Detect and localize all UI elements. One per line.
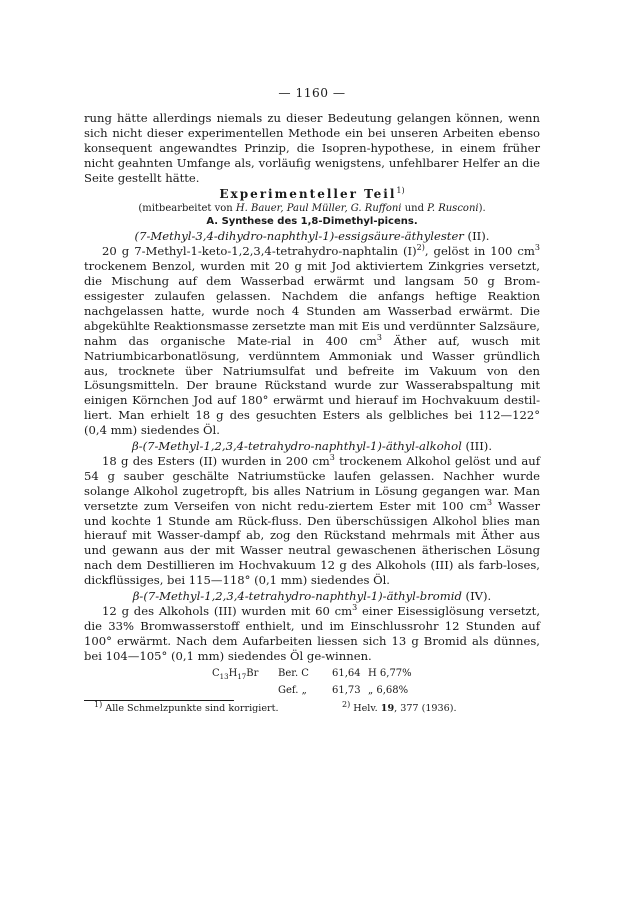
- p2-start: 18 g des Esters (II) wurden in 200 cm: [102, 453, 330, 468]
- p1-rest: trockenem Benzol, wurden mit 20 g mit Jod aktiviertem Zinkgries versetzt, die Mischung auf dem Wasserbad erwärmt und langsam 50 g Brom-essigester zulaufen gelassen. Nachdem die anfangs heftige Reaktion nachgelassen hatte, wurde noch 4 Stunden am Wasserbad erwärmt. Die abgekühlte Reaktionsmasse zersetzte man mit Eis und verdünnter Salzsäure, nahm das organische Mate-rial in 400 cm: [84, 259, 540, 348]
- analysis-row2-label: Gef. „: [278, 684, 307, 696]
- paragraph-bromide-synthesis: [84, 604, 540, 664]
- p3-start: 12 g des Alkohols (III) wurden mit 60 cm: [102, 604, 353, 618]
- formula-br: Br: [246, 667, 259, 679]
- footnote-2: [342, 699, 457, 715]
- intro-paragraph: rung hätte allerdings niemals zu dieser Bedeutung gelangen können, wenn sich nicht dieser experimentellen Methode ein bei unseren Arbeiten ebenso konsequent angewandtes Prinzip, die Isopren-hypothese, in einem früher nicht geahnten Umfange als, vorläufig wenigstens, unfehlbarer Helfer an die Seite gestellt hätte.: [84, 110, 540, 185]
- collaborators-und: und: [401, 203, 428, 215]
- p2-sup1: 3: [329, 453, 335, 463]
- p1-start: 20 g 7-Methyl-1-keto-1,2,3,4-tetrahydro-naphtalin (I): [102, 244, 417, 259]
- formula-h-sub: 17: [237, 672, 247, 681]
- analysis-row2-c: 61,73: [332, 684, 361, 696]
- footnote-divider: [84, 700, 234, 701]
- section-heading: [84, 187, 540, 202]
- paragraph-ester-synthesis: [84, 244, 540, 438]
- p1-mid: , gelöst in 100 cm: [424, 244, 535, 259]
- p2-rest: trockenem Alkohol gelöst und auf 54 g sauber geschälte Natriumstücke laufen gelassen. Nachher wurde solange Alkohol zugetropft, bis alles Natrium in Lösung gegangen war. Man versetzte zum Verseifen von nicht redu-ziertem Ester mit 100 cm: [84, 453, 540, 513]
- collaborators-names: H. Bauer, Paul Müller, G. Ruffoni: [235, 203, 402, 215]
- collaborators-suffix: ).: [478, 203, 486, 215]
- compound-heading-iii: [84, 439, 540, 454]
- compound-name-iv: β-(7-Methyl-1,2,3,4-tetrahydro-naphthyl-1)-äthyl-bromid: [132, 589, 462, 604]
- paragraph-alcohol-synthesis: [84, 454, 540, 588]
- footnote-2-mark: 2): [342, 699, 351, 709]
- footnote-2-volume: 19: [380, 702, 395, 714]
- analysis-row1-c: 61,64: [332, 667, 361, 679]
- collaborators-prefix: (mitbearbeitet von: [138, 203, 236, 215]
- section-heading-footnote-mark: 1): [396, 186, 405, 196]
- compound-number-iv: (IV).: [461, 589, 492, 604]
- footnote-1-mark: 1): [94, 699, 103, 709]
- elemental-analysis: [212, 667, 540, 697]
- compound-name-iii: β-(7-Methyl-1,2,3,4-tetrahydro-naphthyl-1)-äthyl-alkohol: [132, 439, 462, 454]
- footnote-1: [84, 699, 342, 715]
- journal-page: [84, 86, 540, 715]
- analysis-row1-h: H 6,77%: [368, 667, 412, 679]
- collaborators-last: P. Rusconi: [427, 203, 479, 215]
- formula-c-sub: 13: [219, 672, 229, 681]
- footnote-1-text: Alle Schmelzpunkte sind korrigiert.: [102, 702, 279, 714]
- p2-sup2: 3: [486, 497, 493, 507]
- footnotes: [84, 699, 540, 715]
- formula-c: C: [212, 667, 220, 679]
- p1-sup1: 3: [534, 243, 541, 253]
- compound-name-ii: (7-Methyl-3,4-dihydro-naphthyl-1)-essigsäure-äthylester: [134, 229, 464, 244]
- p1-footnote-mark: 2): [416, 243, 425, 253]
- compound-heading-iv: [84, 589, 540, 604]
- footnote-2-text-b: , 377 (1936).: [394, 702, 457, 714]
- analysis-formula: [212, 667, 278, 684]
- compound-heading-ii: [84, 229, 540, 244]
- page-number: — 1160 —: [278, 86, 346, 100]
- analysis-row1-label: Ber. C: [278, 667, 309, 679]
- compound-number-iii: (III).: [461, 439, 492, 454]
- footnote-2-text-a: Helv.: [350, 702, 381, 714]
- p1-rest2: Äther auf, wusch mit Natriumbicarbonatlösung, verdünntem Ammoniak und Wasser gründlich aus, trocknete über Natriumsulfat und befreite im Vakuum von den Lösungsmitteln. Der braune Rückstand wurde zur Wasserabspaltung mit einigen Körnchen Jod auf 180° erwärmt und hierauf im Hochvakuum destil-liert. Man erhielt 18 g des gesuchten Esters als gelbliches bei 112—122° (0,4 mm) siedendes Öl.: [84, 333, 541, 438]
- p2-rest2: Wasser und kochte 1 Stunde am Rück-fluss. Den überschüssigen Alkohol blies man hierauf mit Wasser-dampf ab, zog den Rückstand mehrmals mit Äther aus und gewann aus der mit Wasser neutral gewaschenen ätherischen Lösung nach dem Destillieren im Hochvakuum 12 g des Alkohols (III) als farb-loses, dickflüssiges, bei 115—118° (0,1 mm) siedendes Öl.: [84, 498, 540, 588]
- analysis-row2-h: „ 6,68%: [368, 684, 409, 696]
- p1-sup2: 3: [376, 332, 382, 342]
- p3-rest: einer Eisessiglösung versetzt, die 33% Bromwasserstoff enthielt, und im Einschlussrohr 12 Stunden auf 100° erwärmt. Nach dem Aufarbeiten liessen sich 13 g Bromid als dünnes, bei 104—105° (0,1 mm) siedendes Öl ge-winnen.: [84, 604, 540, 663]
- collaborators-line: [84, 202, 540, 215]
- section-heading-text: Experimenteller Teil: [219, 187, 397, 202]
- subsection-heading-a: A. Synthese des 1,8-Dimethyl-picens.: [206, 216, 418, 228]
- p3-sup1: 3: [352, 603, 358, 613]
- compound-number-ii: (II).: [463, 229, 490, 244]
- formula-h: H: [228, 667, 238, 679]
